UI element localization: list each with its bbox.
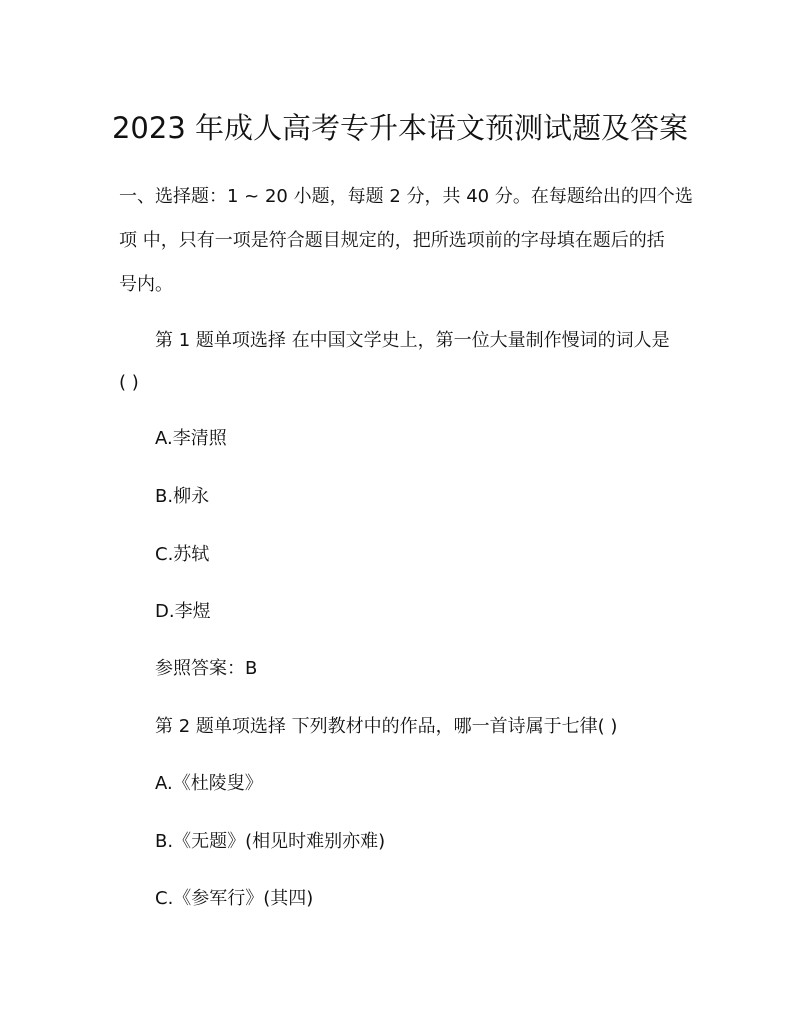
- question-1-text: 第 1 题单项选择 在中国文学史上，第一位大量制作慢词的词人是: [155, 330, 670, 351]
- instructions-line-1: 一、选择题：1 ~ 20 小题，每题 2 分，共 40 分。在每题给出的四个选: [119, 186, 693, 207]
- document-title: 2023 年成人高考专升本语文预测试题及答案: [111, 111, 689, 145]
- question-2-option-c: C.《参军行》(其四): [155, 888, 314, 909]
- question-1-option-c: C.苏轼: [155, 544, 210, 565]
- question-2-option-a: A.《杜陵叟》: [155, 773, 263, 794]
- question-1-option-a: A.李清照: [155, 428, 227, 449]
- question-2-text: 第 2 题单项选择 下列教材中的作品，哪一首诗属于七律( ): [155, 716, 618, 737]
- instructions-line-2: 项 中，只有一项是符合题目规定的，把所选项前的字母填在题后的括: [119, 230, 665, 251]
- question-1: [119, 320, 699, 404]
- section-instructions: [119, 175, 699, 307]
- question-1-option-b: B.柳永: [155, 486, 210, 507]
- question-1-answer: 参照答案：B: [155, 658, 258, 679]
- question-1-option-d: D.李煜: [155, 601, 211, 622]
- question-1-bracket: ( ): [119, 372, 139, 393]
- instructions-line-3: 号内。: [119, 274, 173, 295]
- question-2-option-b: B.《无题》(相见时难别亦难): [155, 831, 386, 852]
